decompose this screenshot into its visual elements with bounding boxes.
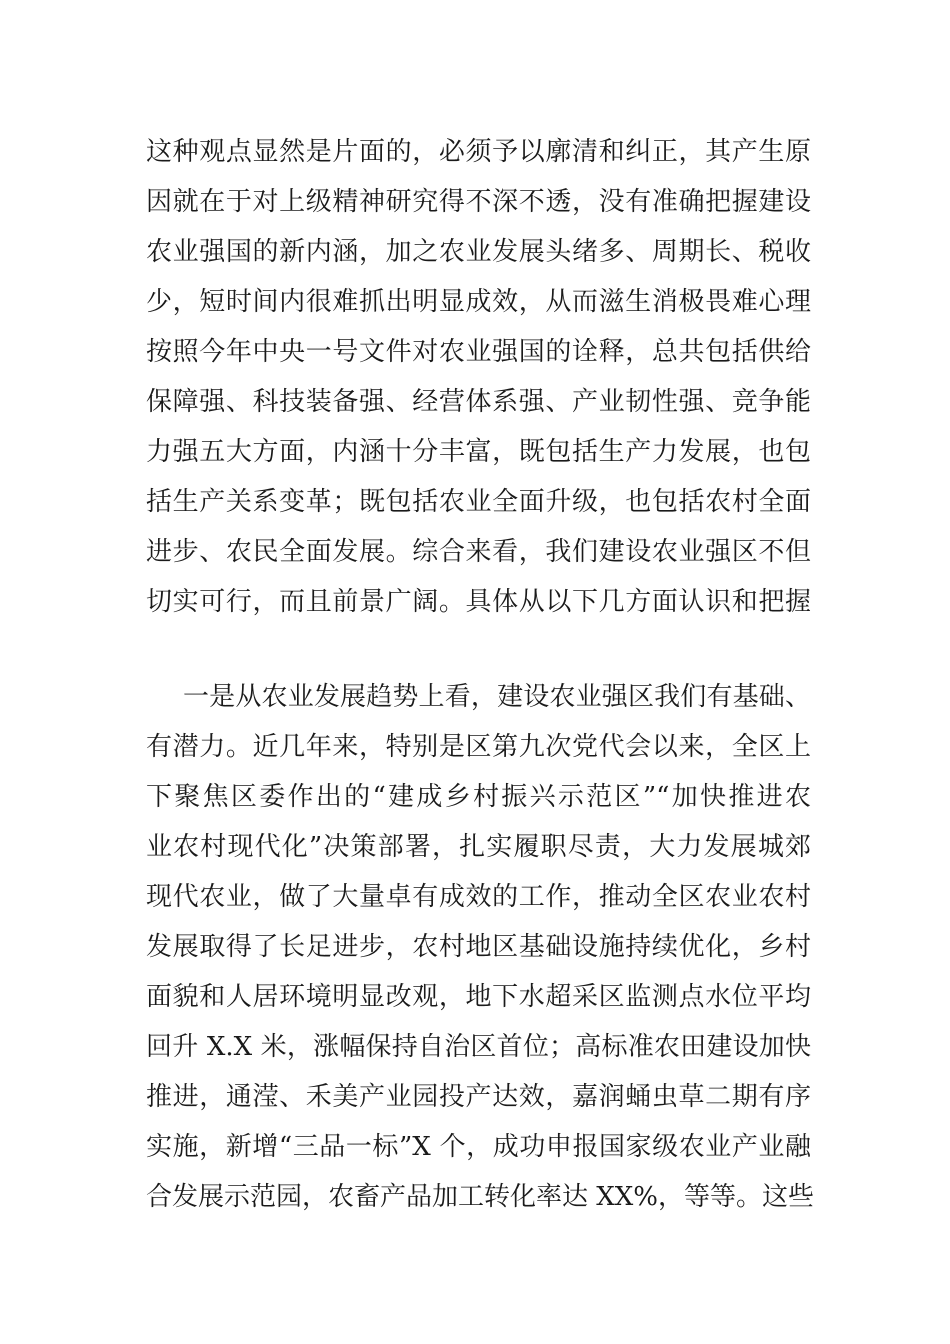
paragraph-line: 农业强国的新内涵，加之农业发展头绪多、周期长、税收 — [146, 237, 811, 267]
paragraph-line: 合发展示范园，农畜产品加工转化率达 XX%，等等。这些 — [146, 1182, 814, 1212]
paragraph-line: 力强五大方面，内涵十分丰富，既包括生产力发展，也包 — [146, 437, 811, 467]
paragraph-line: 有潜力。近几年来，特别是区第九次党代会以来，全区上 — [146, 732, 811, 762]
paragraph-line: 进步、农民全面发展。综合来看，我们建设农业强区不但 — [146, 537, 811, 567]
paragraph-line: 因就在于对上级精神研究得不深不透，没有准确把握建设 — [146, 187, 811, 217]
paragraph-line: 一是从农业发展趋势上看，建设农业强区我们有基础、 — [183, 682, 811, 712]
paragraph-line: 保障强、科技装备强、经营体系强、产业韧性强、竞争能 — [146, 387, 811, 417]
paragraph-line: 下聚焦区委作出的“建成乡村振兴示范区”“加快推进农 — [146, 782, 811, 812]
paragraph-line: 少，短时间内很难抓出明显成效，从而滋生消极畏难心理 — [146, 287, 811, 317]
paragraph-line: 推进，通滢、禾美产业园投产达效，嘉润蛹虫草二期有序 — [146, 1082, 811, 1112]
paragraph-line: 回升 X.X 米，涨幅保持自治区首位；高标准农田建设加快 — [146, 1032, 811, 1062]
paragraph-line: 实施，新增“三品一标”X 个，成功申报国家级农业产业融 — [146, 1132, 811, 1162]
paragraph-line: 切实可行，而且前景广阔。具体从以下几方面认识和把握 — [146, 587, 811, 617]
paragraph-line: 现代农业，做了大量卓有成效的工作，推动全区农业农村 — [146, 882, 811, 912]
paragraph-line: 面貌和人居环境明显改观，地下水超采区监测点水位平均 — [146, 982, 811, 1012]
paragraph-line: 这种观点显然是片面的，必须予以廓清和纠正，其产生原 — [146, 137, 811, 167]
paragraph-line: 按照今年中央一号文件对农业强国的诠释，总共包括供给 — [146, 337, 811, 367]
paragraph-line: 括生产关系变革；既包括农业全面升级，也包括农村全面 — [146, 487, 811, 517]
paragraph-line: 业农村现代化”决策部署，扎实履职尽责，大力发展城郊 — [146, 832, 811, 862]
paragraph-line: 发展取得了长足进步，农村地区基础设施持续优化，乡村 — [146, 932, 811, 962]
